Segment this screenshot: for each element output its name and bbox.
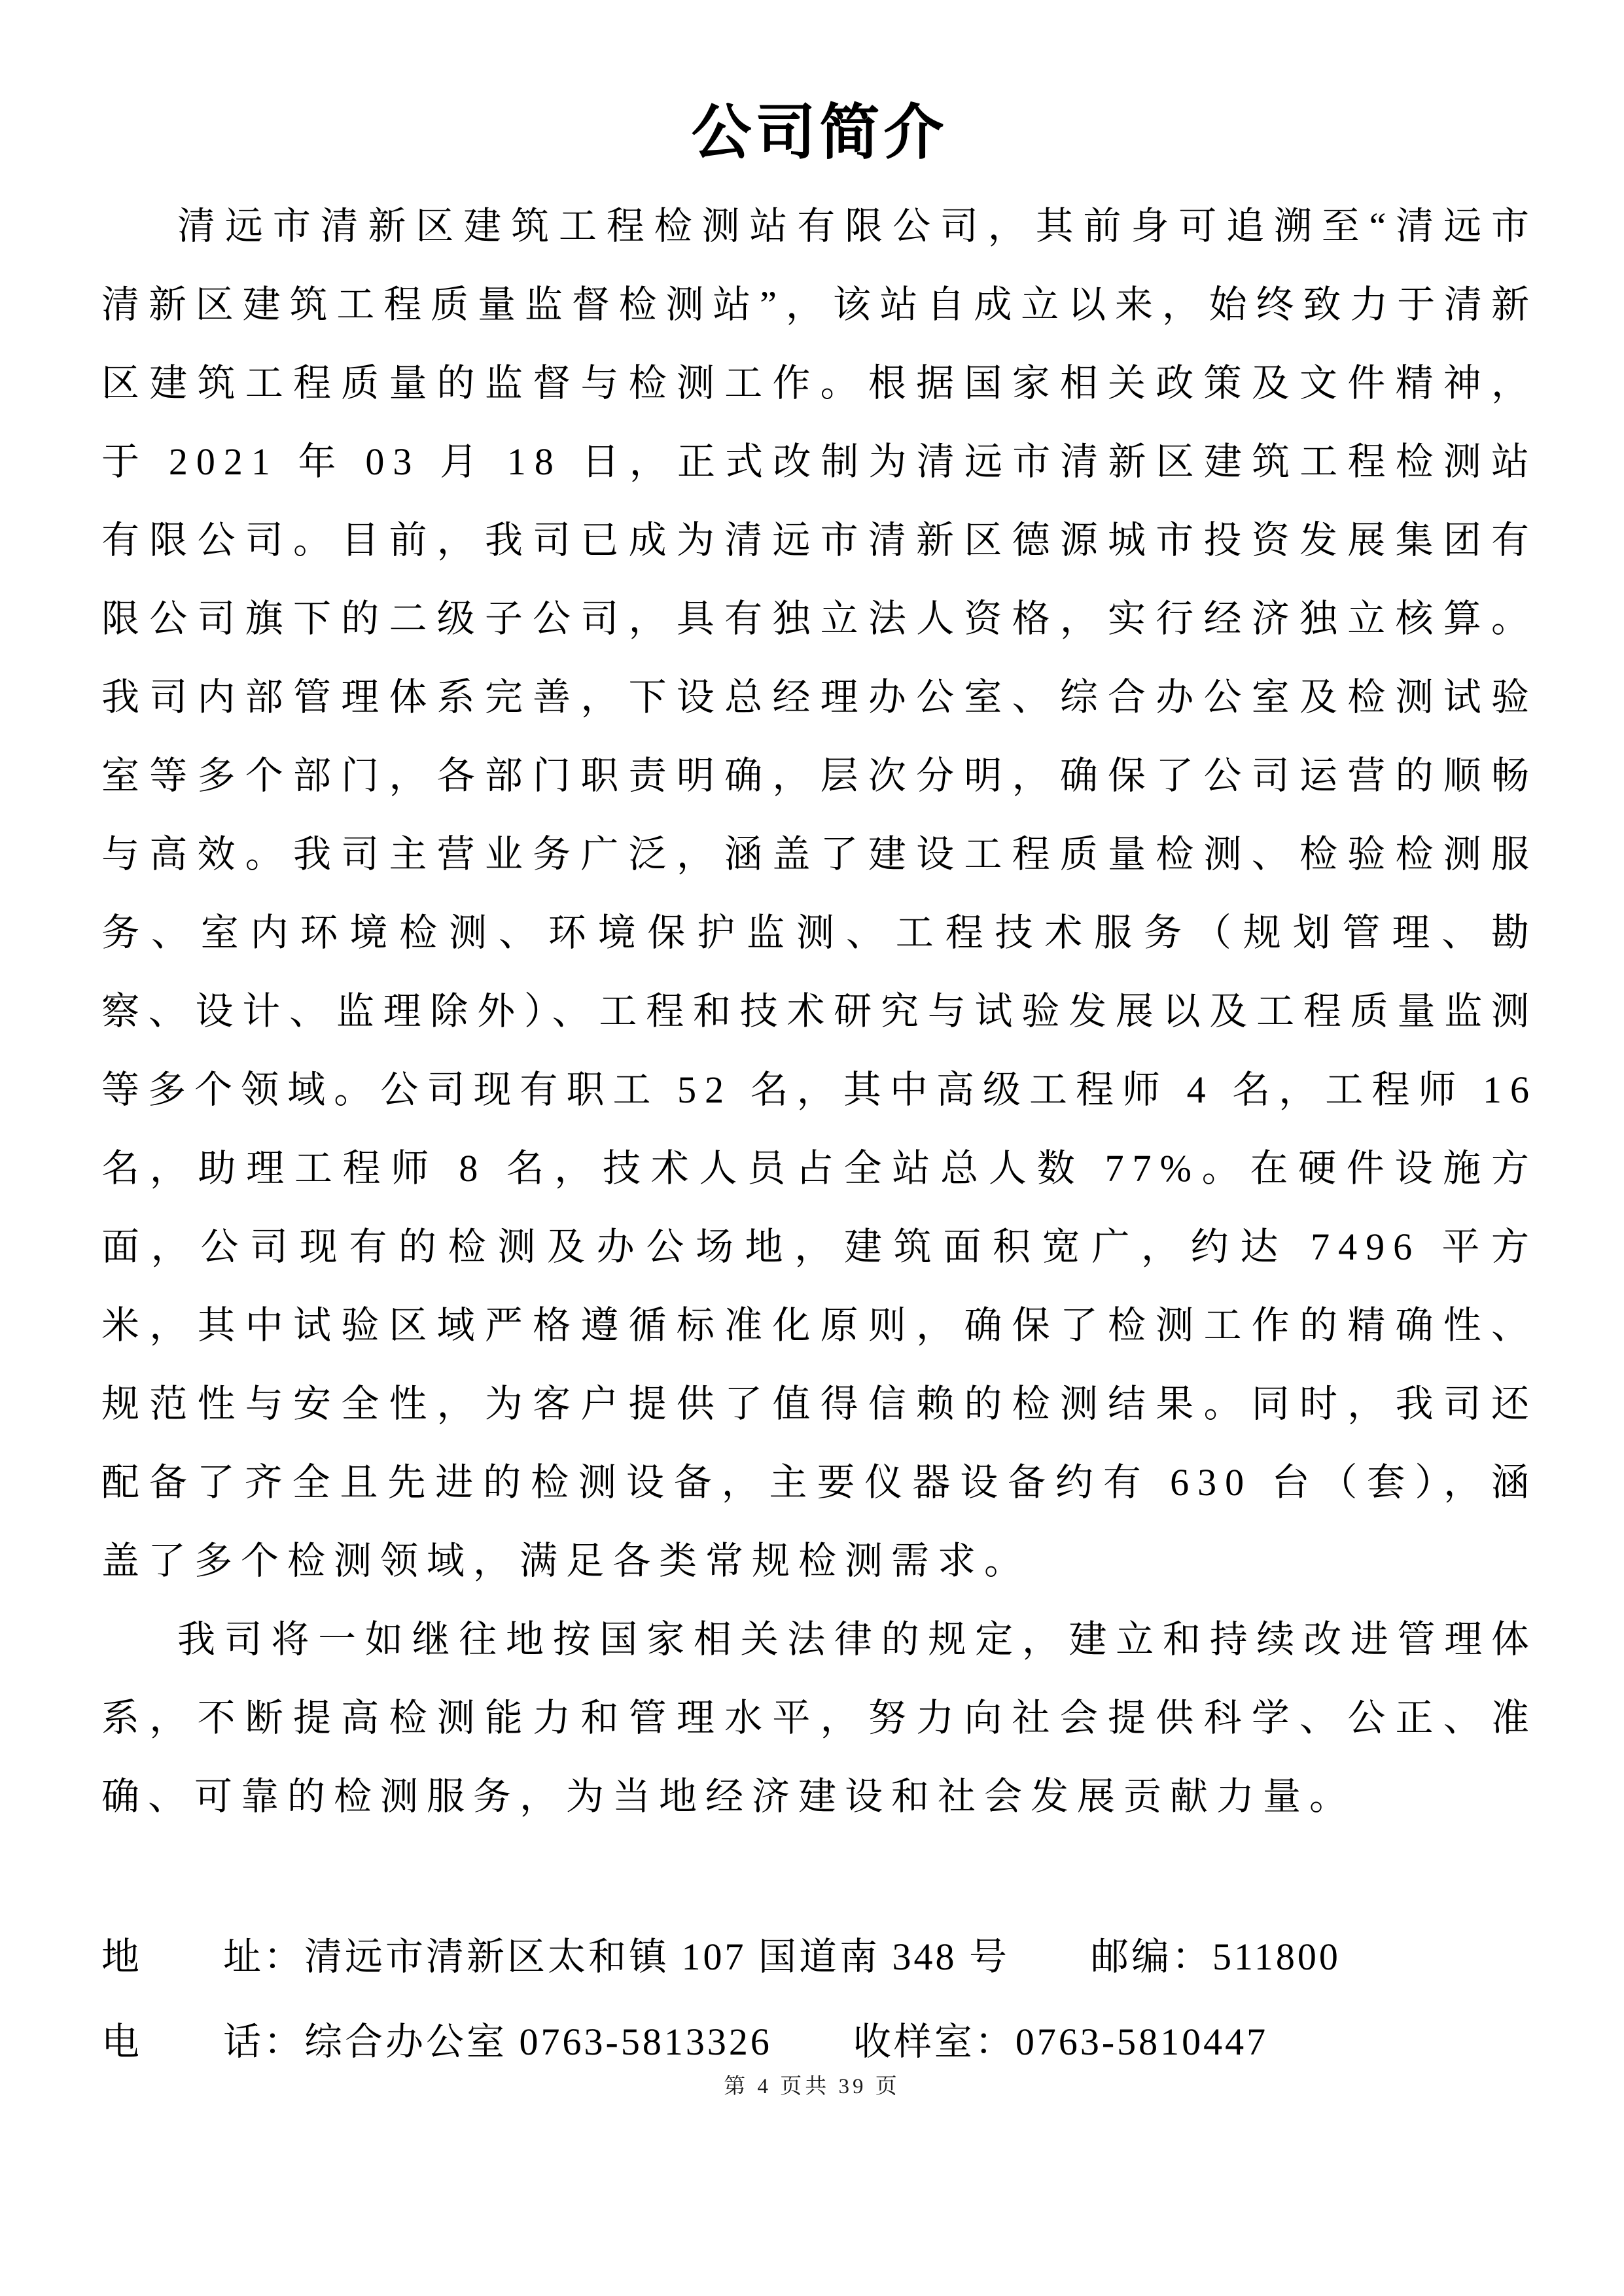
paragraph-company-intro: 清远市清新区建筑工程检测站有限公司，其前身可追溯至“清远市清新区建筑工程质量监督检测站”，该站自成立以来，始终致力于清新区建筑工程质量的监督与检测工作。根据国家相关政策及文件精神，于 2021 年 03 月 18 日，正式改制为清远市清新区建筑工程检测站有限公司。目前，我司已成为清远市清新区德源城市投资发展集团有限公司旗下的二级子公司，具有独立法人资格，实行经济独立核算。我司内部管理体系完善，下设总经理办公室、综合办公室及检测试验室等多个部门，各部门职责明确，层次分明，确保了公司运营的顺畅与高效。我司主营业务广泛，涵盖了建设工程质量检测、检验检测服务、室内环境检测、环境保护监测、工程技术服务（规划管理、勘察、设计、监理除外）、工程和技术研究与试验发展以及工程质量监测等多个领域。公司现有职工 52 名，其中高级工程师 4 名，工程师 16 名，助理工程师 8 名，技术人员占全站总人数 77%。在硬件设施方面，公司现有的检测及办公场地，建筑面积宽广，约达 7496 平方米，其中试验区域严格遵循标准化原则，确保了检测工作的精确性、规范性与安全性，为客户提供了值得信赖的检测结果。同时，我司还配备了齐全且先进的检测设备，主要仪器设备约有 630 台（套），涵盖了多个检测领域，满足各类常规检测需求。 xyxy=(101,205,1538,1583)
paragraph-commitment: 我司将一如继往地按国家相关法律的规定，建立和持续改进管理体系，不断提高检测能力和管理水平，努力向社会提供科学、公正、准确、可靠的检测服务，为当地经济建设和社会发展贡献力量。 xyxy=(101,1618,1538,1818)
contact-phone-line: 电 话：综合办公室 0763-5813326 收样室：0763-5810447 xyxy=(101,2021,1269,2064)
contact-block xyxy=(101,1915,1538,2085)
page-number-footer: 第 4 页共 39 页 xyxy=(724,2075,900,2098)
document-body xyxy=(101,187,1538,1836)
contact-address-line: 地 址：清远市清新区太和镇 107 国道南 348 号 邮编：511800 xyxy=(101,1935,1341,1979)
page-title: 公司简介 xyxy=(691,99,948,166)
